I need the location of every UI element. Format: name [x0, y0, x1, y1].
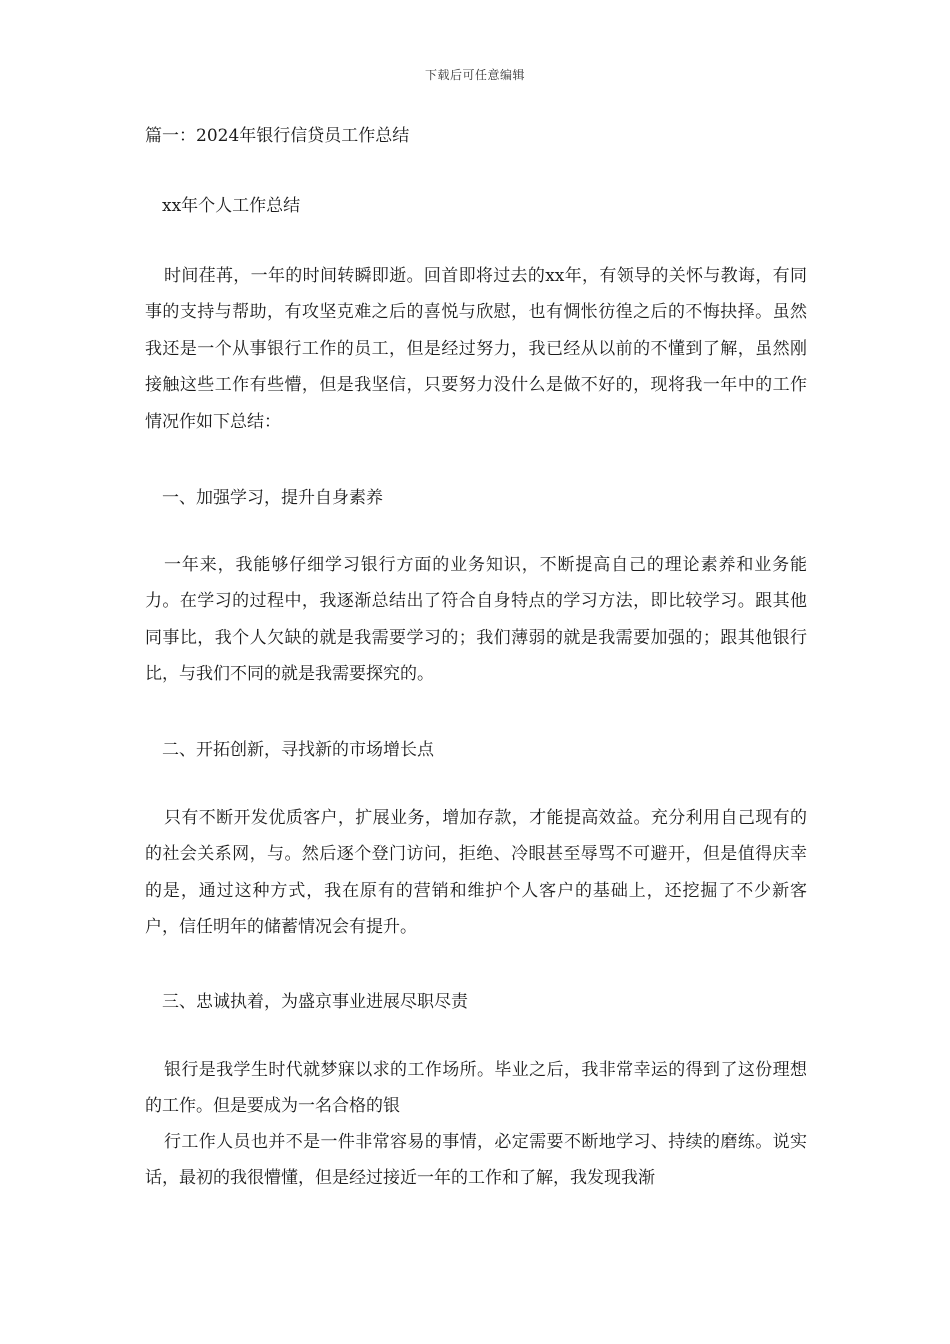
section-body-3: 银行是我学生时代就梦寐以求的工作场所。毕业之后，我非常幸运的得到了这份理想的工作。但是要成为一名合格的银	[145, 1060, 807, 1117]
section-heading-3: 三、忠诚执着，为盛京事业进展尽职尽责	[162, 992, 468, 1012]
section-body-3-continued: 行工作人员也并不是一件非常容易的事情，必定需要不断地学习、持续的磨练。说实话，最初的我很懵懂，但是经过接近一年的工作和了解，我发现我渐	[145, 1132, 807, 1189]
page-header: 下载后可任意编辑	[424, 68, 525, 82]
section-heading-2: 二、开拓创新，寻找新的市场增长点	[162, 740, 434, 760]
intro-paragraph: 时间荏苒，一年的时间转瞬即逝。回首即将过去的xx年，有领导的关怀与教诲，有同事的支持与帮助，有攻坚克难之后的喜悦与欣慰，也有惆怅彷徨之后的不悔抉择。虽然我还是一个从事银行工作的员工，但是经过努力，我已经从以前的不懂到了解，虽然刚接触这些工作有些懵，但是我坚信，只要努力没什么是做不好的，现将我一年中的工作情况作如下总结：	[145, 266, 807, 432]
document-subtitle: xx年个人工作总结	[162, 196, 301, 216]
section-body-1: 一年来，我能够仔细学习银行方面的业务知识，不断提高自己的理论素养和业务能力。在学习的过程中，我逐渐总结出了符合自身特点的学习方法，即比较学习。跟其他同事比，我个人欠缺的就是我需要学习的；我们薄弱的就是我需要加强的；跟其他银行比，与我们不同的就是我需要探究的。	[145, 555, 807, 685]
document-title: 篇一：2024年银行信贷员工作总结	[145, 126, 410, 146]
section-body-2: 只有不断开发优质客户，扩展业务，增加存款，才能提高效益。充分利用自己现有的的社会关系网，与。然后逐个登门访问，拒绝、冷眼甚至辱骂不可避开，但是值得庆幸的是，通过这种方式，我在原有的营销和维护个人客户的基础上，还挖掘了不少新客户，信任明年的储蓄情况会有提升。	[145, 808, 807, 938]
section-heading-1: 一、加强学习，提升自身素养	[162, 488, 383, 508]
